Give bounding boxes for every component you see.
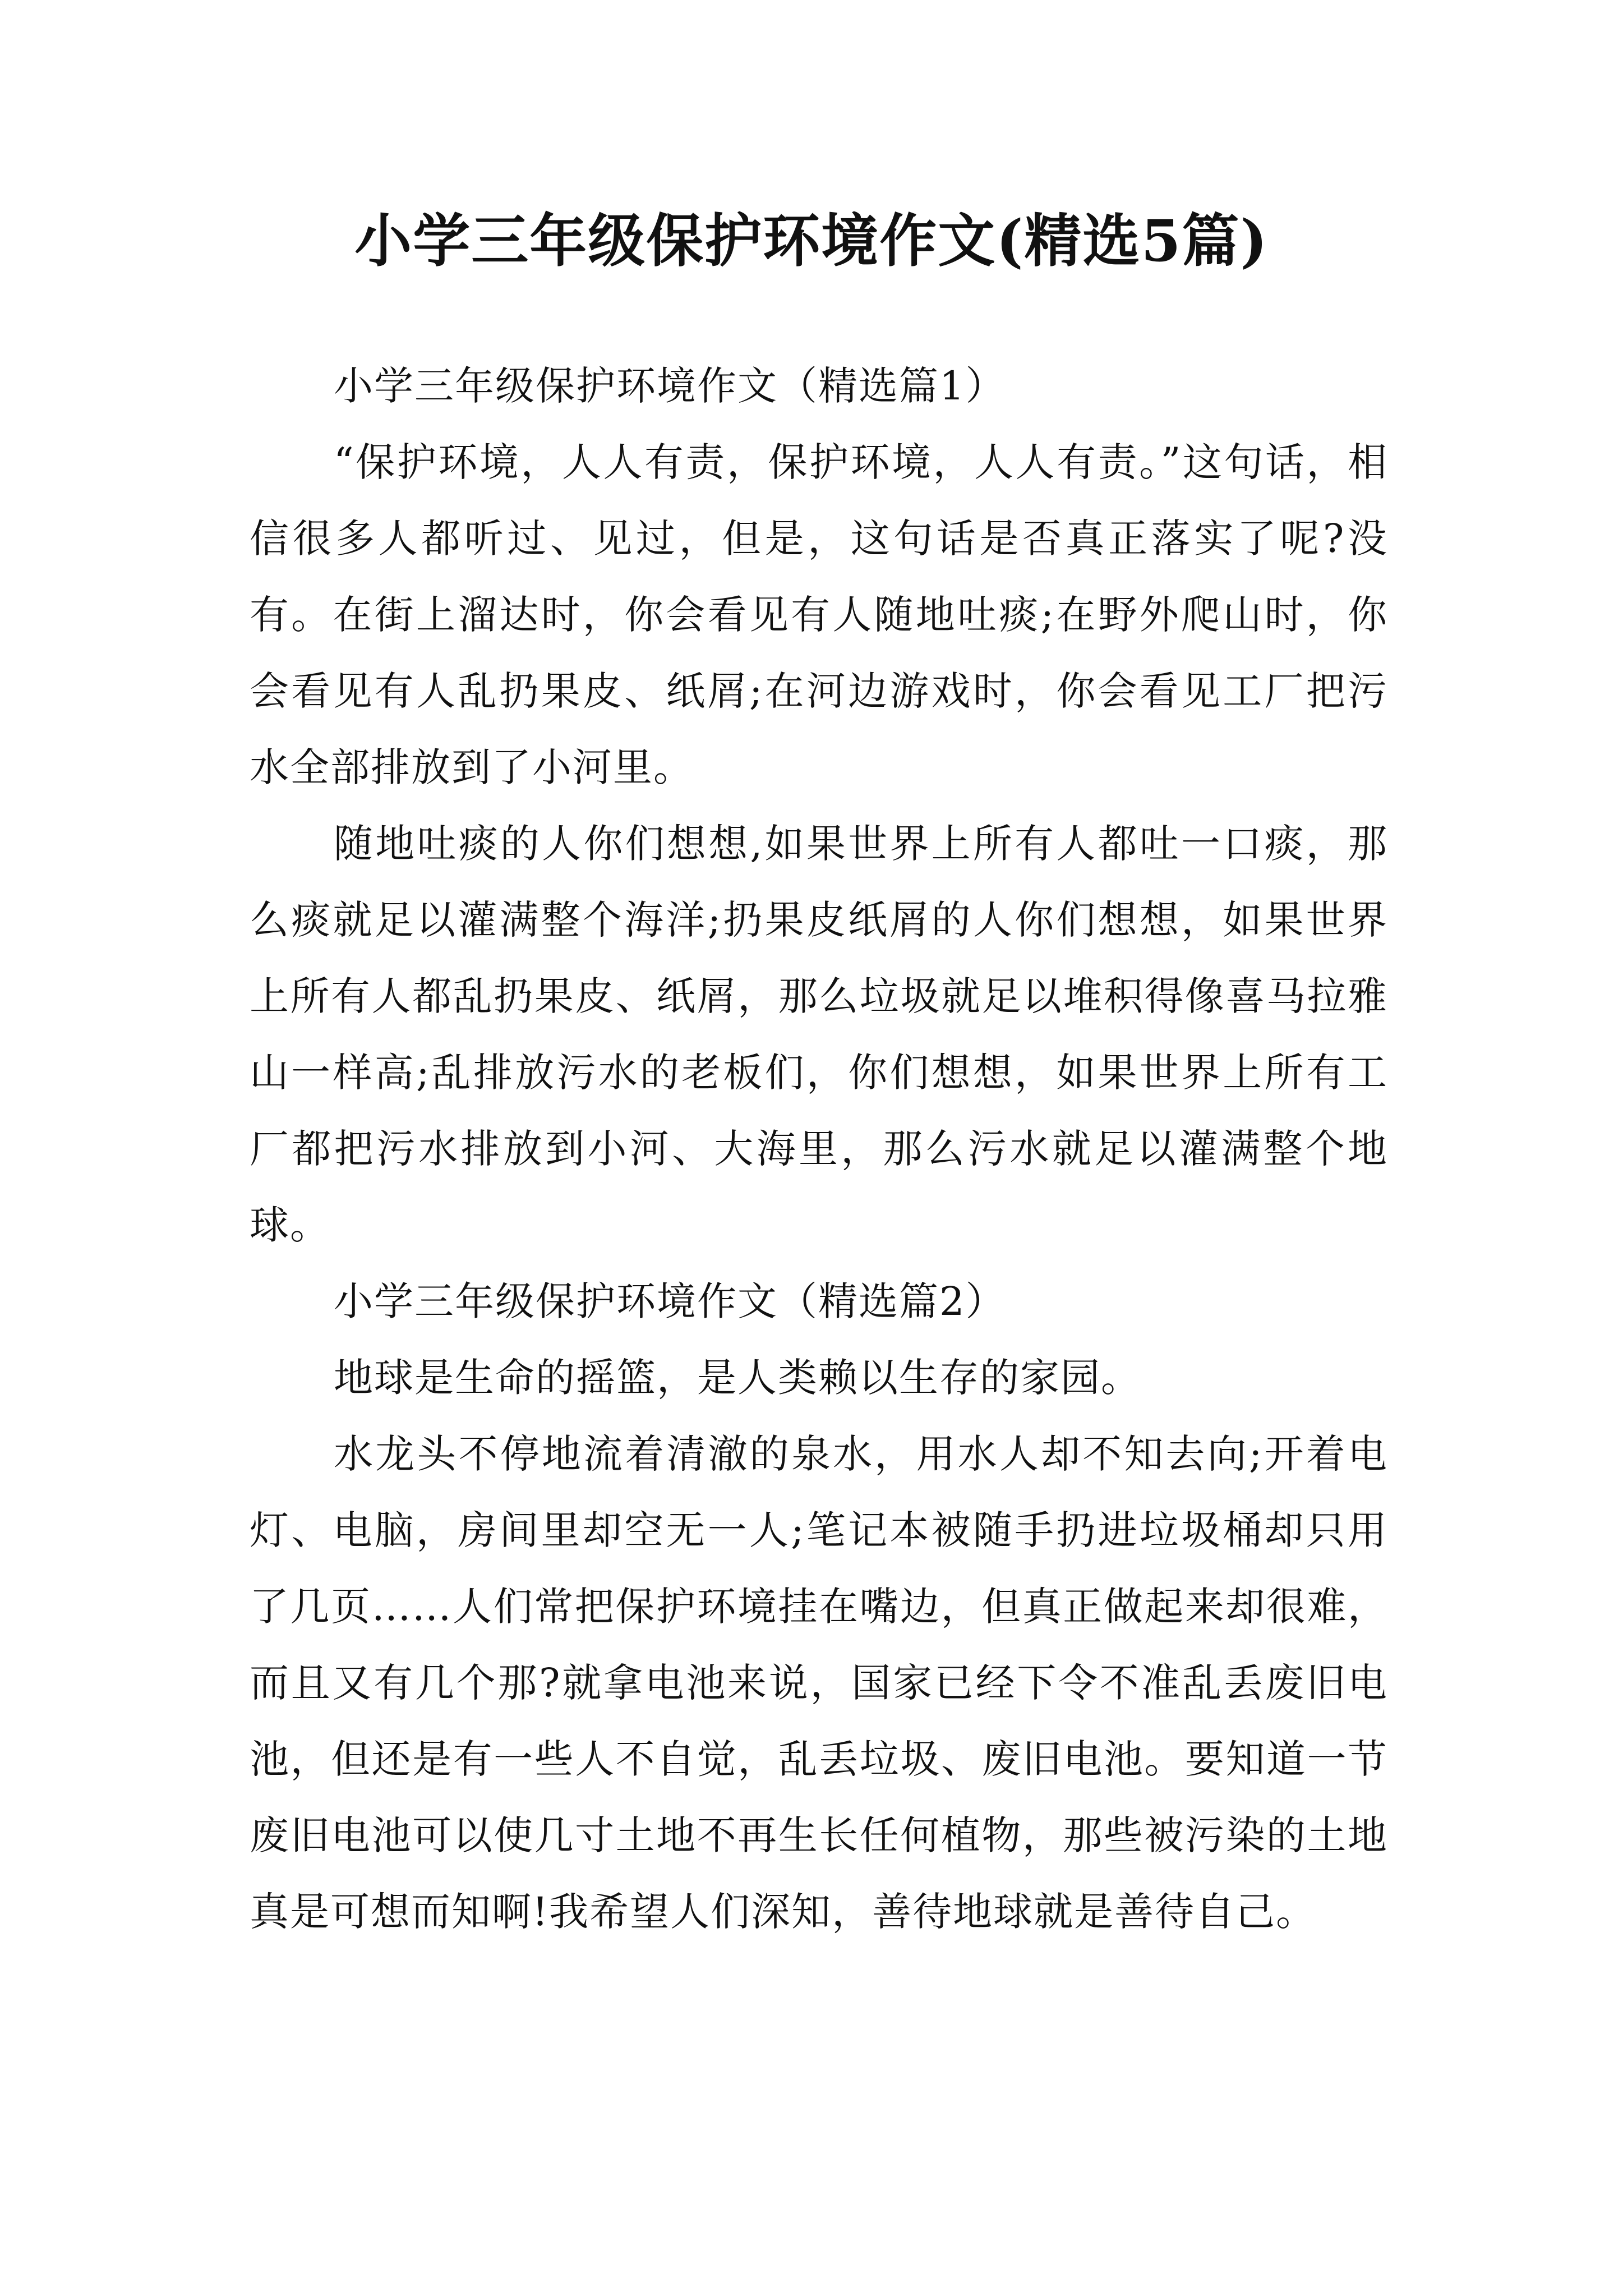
- section-heading: 小学三年级保护环境作文（精选篇1）: [334, 363, 1006, 409]
- document-body: [250, 348, 1388, 1950]
- paragraph: 随地吐痰的人你们想想,如果世界上所有人都吐一口痰，那么痰就足以灌满整个海洋;扔果皮纸屑的人你们想想，如果世界上所有人都乱扔果皮、纸屑，那么垃圾就足以堆积得像喜马拉雅山一样高;乱排放污水的老板们，你们想想，如果世界上所有工厂都把污水排放到小河、大海里，那么污水就足以灌满整个地球。: [250, 821, 1388, 1248]
- paragraph: “保护环境，人人有责，保护环境，人人有责。”这句话，相信很多人都听过、见过，但是，这句话是否真正落实了呢?没有。在街上溜达时，你会看见有人随地吐痰;在野外爬山时，你会看见有人乱扔果皮、纸屑;在河边游戏时，你会看见工厂把污水全部排放到了小河里。: [250, 439, 1388, 790]
- paragraph: 地球是生命的摇篮，是人类赖以生存的家园。: [334, 1355, 1141, 1401]
- section-heading: 小学三年级保护环境作文（精选篇2）: [334, 1278, 1006, 1324]
- paragraph: 水龙头不停地流着清澈的泉水，用水人却不知去向;开着电灯、电脑，房间里却空无一人;笔记本被随手扔进垃圾桶却只用了几页……人们常把保护环境挂在嘴边，但真正做起来却很难，而且又有几个那?就拿电池来说，国家已经下令不准乱丢废旧电池，但还是有一些人不自觉，乱丢垃圾、废旧电池。要知道一节废旧电池可以使几寸土地不再生长任何植物，那些被污染的土地真是可想而知啊!我希望人们深知，善待地球就是善待自己。: [250, 1431, 1388, 1935]
- document-title: 小学三年级保护环境作文(精选5篇): [354, 208, 1269, 275]
